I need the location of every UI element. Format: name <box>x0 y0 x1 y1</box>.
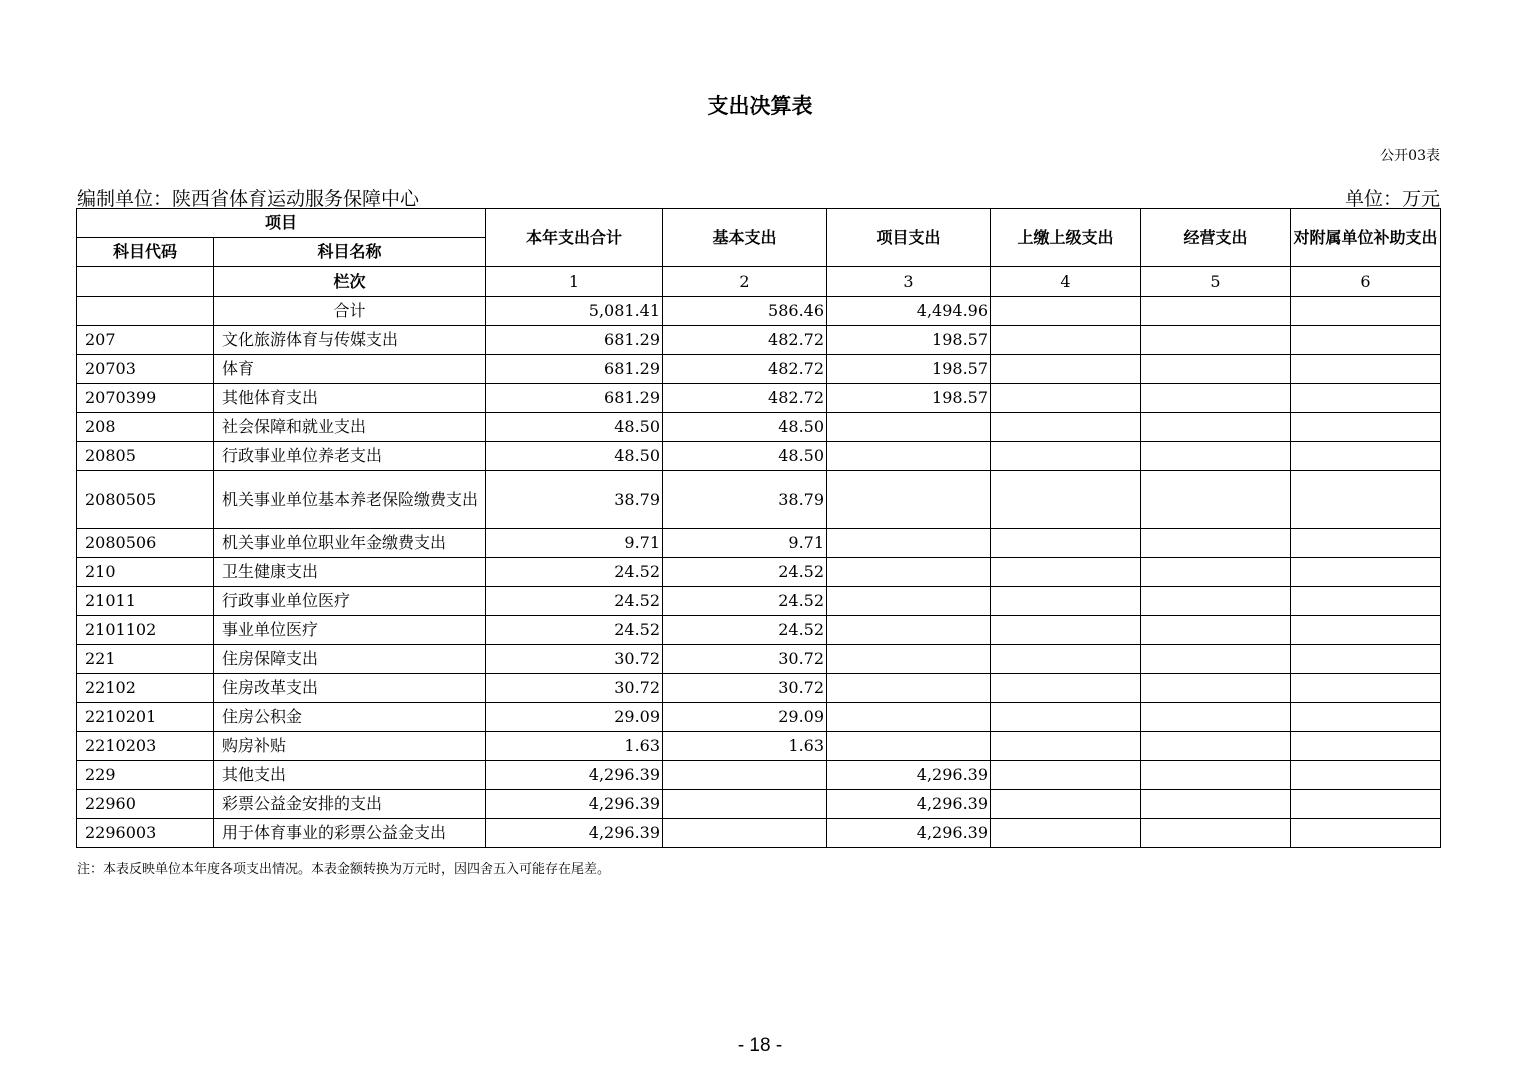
subject-name: 其他支出 <box>214 761 486 790</box>
amount-total: 4,296.39 <box>486 790 663 819</box>
amount-business <box>1141 674 1291 703</box>
subject-name: 行政事业单位医疗 <box>214 587 486 616</box>
amount-business <box>1141 558 1291 587</box>
header-project: 项目支出 <box>827 209 991 267</box>
amount-basic: 38.79 <box>663 471 827 529</box>
amount-basic: 24.52 <box>663 616 827 645</box>
amount-subsidy <box>1291 413 1441 442</box>
amount-total: 4,296.39 <box>486 819 663 848</box>
subject-name: 文化旅游体育与传媒支出 <box>214 326 486 355</box>
amount-upper <box>991 471 1141 529</box>
col-number-3: 3 <box>827 267 991 297</box>
subject-code: 221 <box>77 645 214 674</box>
amount-total: 24.52 <box>486 616 663 645</box>
measure-unit: 单位：万元 <box>1344 188 1440 210</box>
subject-code: 20805 <box>77 442 214 471</box>
header-item: 项目 <box>77 209 486 238</box>
amount-business <box>1141 529 1291 558</box>
amount-total: 48.50 <box>486 442 663 471</box>
subject-code: 2296003 <box>77 819 214 848</box>
amount-upper <box>991 529 1141 558</box>
table-row <box>77 558 1441 587</box>
amount-business <box>1141 790 1291 819</box>
amount-subsidy <box>1291 326 1441 355</box>
amount-total: 30.72 <box>486 674 663 703</box>
amount-project: 4,296.39 <box>827 819 991 848</box>
amount-basic: 24.52 <box>663 587 827 616</box>
subject-name: 事业单位医疗 <box>214 616 486 645</box>
amount-subsidy <box>1291 384 1441 413</box>
amount-subsidy <box>1291 442 1441 471</box>
header-name: 科目名称 <box>214 238 486 267</box>
subject-name: 卫生健康支出 <box>214 558 486 587</box>
amount-business <box>1141 442 1291 471</box>
amount-business <box>1141 413 1291 442</box>
col-number-5: 5 <box>1141 267 1291 297</box>
form-code: 公开03表 <box>1380 148 1440 164</box>
table-row <box>77 355 1441 384</box>
subject-name: 住房保障支出 <box>214 645 486 674</box>
amount-upper <box>991 442 1141 471</box>
header-lanci: 栏次 <box>214 267 486 297</box>
amount-subsidy <box>1291 790 1441 819</box>
amount-project: 198.57 <box>827 326 991 355</box>
subject-name: 购房补贴 <box>214 732 486 761</box>
amount-upper <box>991 645 1141 674</box>
total-sum: 5,081.41 <box>486 297 663 326</box>
amount-total: 681.29 <box>486 384 663 413</box>
amount-basic <box>663 761 827 790</box>
amount-upper <box>991 558 1141 587</box>
amount-basic <box>663 819 827 848</box>
amount-project: 4,296.39 <box>827 790 991 819</box>
amount-total: 24.52 <box>486 558 663 587</box>
amount-project: 198.57 <box>827 355 991 384</box>
table-row <box>77 413 1441 442</box>
amount-subsidy <box>1291 761 1441 790</box>
amount-upper <box>991 732 1141 761</box>
amount-total: 681.29 <box>486 326 663 355</box>
amount-basic: 482.72 <box>663 384 827 413</box>
amount-project <box>827 616 991 645</box>
subject-code: 210 <box>77 558 214 587</box>
amount-subsidy <box>1291 558 1441 587</box>
table-row <box>77 529 1441 558</box>
table-row <box>77 442 1441 471</box>
table-row <box>77 384 1441 413</box>
amount-total: 24.52 <box>486 587 663 616</box>
table-row <box>77 587 1441 616</box>
subject-code: 22960 <box>77 790 214 819</box>
amount-total: 1.63 <box>486 732 663 761</box>
table-row <box>77 790 1441 819</box>
amount-basic: 48.50 <box>663 413 827 442</box>
footnote: 注：本表反映单位本年度各项支出情况。本表金额转换为万元时，因四舍五入可能存在尾差。 <box>77 862 611 877</box>
amount-basic: 30.72 <box>663 645 827 674</box>
amount-business <box>1141 384 1291 413</box>
header-code: 科目代码 <box>77 238 214 267</box>
amount-business <box>1141 703 1291 732</box>
amount-project <box>827 529 991 558</box>
amount-business <box>1141 761 1291 790</box>
subject-code: 2101102 <box>77 616 214 645</box>
amount-project <box>827 413 991 442</box>
subject-code: 2210203 <box>77 732 214 761</box>
amount-upper <box>991 587 1141 616</box>
amount-business <box>1141 616 1291 645</box>
amount-upper <box>991 413 1141 442</box>
subject-code: 2070399 <box>77 384 214 413</box>
subject-name: 彩票公益金安排的支出 <box>214 790 486 819</box>
subject-code: 207 <box>77 326 214 355</box>
amount-basic: 9.71 <box>663 529 827 558</box>
amount-business <box>1141 645 1291 674</box>
amount-subsidy <box>1291 703 1441 732</box>
amount-project: 4,296.39 <box>827 761 991 790</box>
table-row <box>77 674 1441 703</box>
page-title: 支出决算表 <box>707 94 813 118</box>
col-number-2: 2 <box>663 267 827 297</box>
amount-project <box>827 732 991 761</box>
amount-total: 29.09 <box>486 703 663 732</box>
amount-upper <box>991 616 1141 645</box>
subject-code: 20703 <box>77 355 214 384</box>
amount-upper <box>991 819 1141 848</box>
subject-name: 机关事业单位职业年金缴费支出 <box>214 529 486 558</box>
amount-subsidy <box>1291 819 1441 848</box>
amount-subsidy <box>1291 732 1441 761</box>
table-row <box>77 819 1441 848</box>
subject-code: 21011 <box>77 587 214 616</box>
compiling-unit: 编制单位：陕西省体育运动服务保障中心 <box>77 188 420 210</box>
amount-upper <box>991 355 1141 384</box>
amount-basic: 48.50 <box>663 442 827 471</box>
amount-total: 38.79 <box>486 471 663 529</box>
total-upper <box>991 297 1141 326</box>
amount-basic: 482.72 <box>663 355 827 384</box>
amount-basic: 29.09 <box>663 703 827 732</box>
subject-code: 22102 <box>77 674 214 703</box>
header-upper: 上缴上级支出 <box>991 209 1141 267</box>
total-project: 4,494.96 <box>827 297 991 326</box>
total-subsidy <box>1291 297 1441 326</box>
total-label: 合计 <box>214 297 486 326</box>
amount-upper <box>991 703 1141 732</box>
total-row <box>77 297 1441 326</box>
amount-total: 681.29 <box>486 355 663 384</box>
lanci-blank <box>77 267 214 297</box>
table-row <box>77 326 1441 355</box>
amount-project <box>827 674 991 703</box>
header-business: 经营支出 <box>1141 209 1291 267</box>
amount-total: 9.71 <box>486 529 663 558</box>
amount-total: 4,296.39 <box>486 761 663 790</box>
amount-upper <box>991 384 1141 413</box>
subject-code: 208 <box>77 413 214 442</box>
table-row <box>77 645 1441 674</box>
amount-project <box>827 703 991 732</box>
amount-business <box>1141 355 1291 384</box>
total-business <box>1141 297 1291 326</box>
table-row <box>77 761 1441 790</box>
amount-project <box>827 442 991 471</box>
header-total: 本年支出合计 <box>486 209 663 267</box>
col-number-1: 1 <box>486 267 663 297</box>
col-number-4: 4 <box>991 267 1141 297</box>
amount-project <box>827 587 991 616</box>
total-code <box>77 297 214 326</box>
amount-upper <box>991 790 1141 819</box>
subject-code: 2080506 <box>77 529 214 558</box>
amount-total: 48.50 <box>486 413 663 442</box>
amount-project <box>827 645 991 674</box>
amount-subsidy <box>1291 529 1441 558</box>
table-row <box>77 703 1441 732</box>
subject-name: 体育 <box>214 355 486 384</box>
amount-subsidy <box>1291 471 1441 529</box>
amount-upper <box>991 674 1141 703</box>
header-basic: 基本支出 <box>663 209 827 267</box>
amount-subsidy <box>1291 645 1441 674</box>
amount-project <box>827 558 991 587</box>
amount-total: 30.72 <box>486 645 663 674</box>
subject-name: 行政事业单位养老支出 <box>214 442 486 471</box>
subject-name: 社会保障和就业支出 <box>214 413 486 442</box>
subject-name: 住房改革支出 <box>214 674 486 703</box>
amount-business <box>1141 326 1291 355</box>
amount-basic: 1.63 <box>663 732 827 761</box>
amount-basic: 482.72 <box>663 326 827 355</box>
subject-name: 住房公积金 <box>214 703 486 732</box>
amount-project: 198.57 <box>827 384 991 413</box>
table-row <box>77 616 1441 645</box>
amount-basic: 24.52 <box>663 558 827 587</box>
expenditure-table <box>76 208 1441 848</box>
subject-name: 用于体育事业的彩票公益金支出 <box>214 819 486 848</box>
page-number: - 18 - <box>737 1035 783 1056</box>
header-subsidy: 对附属单位补助支出 <box>1291 209 1441 267</box>
amount-business <box>1141 732 1291 761</box>
amount-basic: 30.72 <box>663 674 827 703</box>
amount-subsidy <box>1291 616 1441 645</box>
amount-business <box>1141 471 1291 529</box>
subject-code: 2210201 <box>77 703 214 732</box>
amount-business <box>1141 819 1291 848</box>
amount-business <box>1141 587 1291 616</box>
amount-subsidy <box>1291 674 1441 703</box>
amount-basic <box>663 790 827 819</box>
subject-name: 其他体育支出 <box>214 384 486 413</box>
table-row <box>77 732 1441 761</box>
total-basic: 586.46 <box>663 297 827 326</box>
amount-upper <box>991 761 1141 790</box>
col-number-6: 6 <box>1291 267 1441 297</box>
amount-project <box>827 471 991 529</box>
amount-subsidy <box>1291 355 1441 384</box>
table-row <box>77 471 1441 529</box>
amount-subsidy <box>1291 587 1441 616</box>
subject-name: 机关事业单位基本养老保险缴费支出 <box>214 471 486 529</box>
subject-code: 2080505 <box>77 471 214 529</box>
subject-code: 229 <box>77 761 214 790</box>
amount-upper <box>991 326 1141 355</box>
